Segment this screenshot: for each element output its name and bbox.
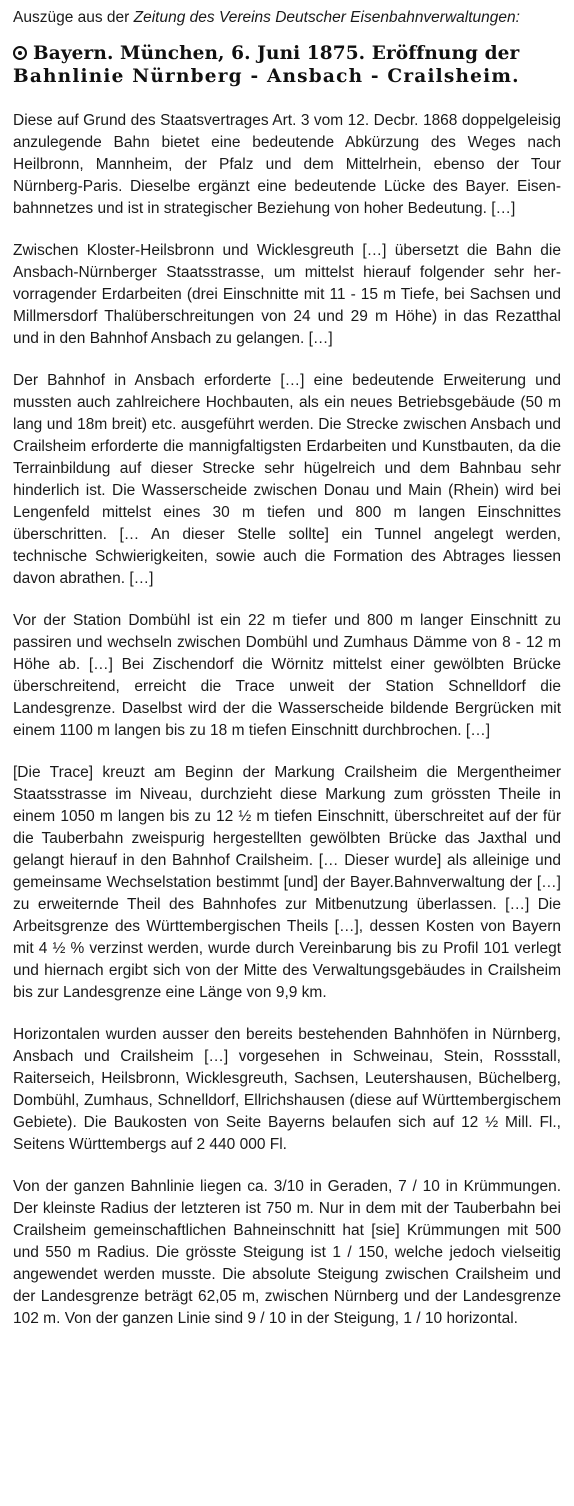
intro-prefix: Auszüge aus der [13,9,134,26]
paragraph-6: Horizontalen wurden ausser den bereits bestehenden Bahnhöfen in Nürnberg, Ansbach und Crailsheim […] vorgesehen in Schweinau, Stein, Rossstall, Raiterseich, Heilsbronn, Wicklesgreuth, Sachsen, Leutershausen, Büchelberg, Dombühl, Zumhaus, Schnelldorf, Ellrichshausen (diese auf Württembergischem Gebiete). Die Baukosten von Seite Bayerns belaufen sich auf 12 ½ Mill. Fl., Seitens Württembergs auf 2 440 000 Fl. [13,1026,561,1153]
intro-source: Zeitung des Vereins Deutscher Eisenbahnverwaltungen: [133,9,520,26]
paragraph-4: Vor der Station Dombühl ist ein 22 m tiefer und 800 m langer Einschnitt zu passiren und wechseln zwischen Dombühl und Zumhaus Dämme von 8 - 12 m Höhe ab. […] Bei Zischendorf die Wörnitz mittelst einer gewölbten Brücke überschreitend, erreicht die Trace unweit der Station Schnelldorf die Landesgrenze. Daselbst wird der die Wasserscheide bildende Bergrücken mit einem 1100 m langen bis zu 18 m tiefen Einschnitt durchbrochen. […] [13,612,561,739]
paragraph-5: [Die Trace] kreuzt am Beginn der Markung Crailsheim die Mergentheimer Staatsstrasse im Niveau, durchzieht diese Markung zum grössten Theile in einem 1050 m langen bis zu 12 ½ m tiefen Einschnitt, überschreitet auf der für die Tauberbahn zweispurig hergestellten gewölbten Brücke das Jaxthal und gelangt hierauf in den Bahnhof Crailsheim. [… Dieser wurde] als alleinige und gemeinsame Wechselstation bestimmt [und] der Bayer.Bahnverwaltung der […] zu erweiternde Theil des Bahnhofes zur Mitbenutzung überlassen. […] Die Arbeitsgrenze des Württembergischen Theils […], dessen Kosten von Bayern mit 4 ½ % verzinst werden, wurde durch Vereinbarung bis zu Profil 101 verlegt und hiernach ergibt sich von der Mitte des Verwaltungsgebäudes in Crailsheim bis zur Landesgrenze eine Länge von 9,9 km. [13,764,561,1001]
headline-line-1 [13,42,561,65]
intro-line [13,8,561,28]
paragraph-7: Von der ganzen Bahnlinie liegen ca. 3/10 in Geraden, 7 / 10 in Krümmungen. Der kleinste Radius der letzteren ist 750 m. Nur in dem mit der Tauberbahn bei Crailsheim gemeinschaftlichen Bahneinschnitt hat [sie] Krümmungen mit 500 und 550 m Radius. Die grösste Steigung ist 1 / 150, welche jedoch vielseitig angewendet werden musste. Die absolute Steigung zwischen Crailsheim und der Landesgrenze beträgt 62,05 m, zwischen Nürnberg und der Landesgrenze 102 m. Von der ganzen Linie sind 9 / 10 in der Steigung, 1 / 10 horizontal. [13,1178,561,1327]
headline-line-2: Bahnlinie Nürnberg - Ansbach - Crailsheim. [13,66,520,87]
paragraph-1: Diese auf Grund des Staatsvertrages Art. 3 vom 12. Decbr. 1868 doppelgeleisig anzulegende Bahn bietet eine bedeutende Abkürzung des Weges nach Heilbronn, Mannheim, der Pfalz und dem Mittelrhein, ebenso der Tour Nürnberg-Paris. Dieselbe ergänzt eine bedeutende Lücke des Bayer. Eisenbahnnetzes und ist in strategischer Beziehung von hoher Bedeutung. […] [13,112,561,217]
paragraph-3: Der Bahnhof in Ansbach erforderte […] eine bedeutende Erweiterung und mussten auch zahlreichere Hochbauten, als ein neues Betriebsgebäude (50 m lang und 18m breit) etc. ausgeführt werden. Die Strecke zwischen Ansbach und Crailsheim erforderte die mannigfaltigsten Erdarbeiten und Kunstbauten, da die Terrainbildung auf dieser Strecke sehr hügelreich und dem Bahnbau sehr hinderlich ist. Die Wasserscheide zwischen Donau und Main (Rhein) wird bei Lengenfeld mittelst eines 30 m tiefen und 800 m langen Einschnittes überschritten. [… An dieser Stelle sollte] ein Tunnel angelegt werden, technische Schwierigkeiten, sowie auch die Formation des Abtrages liessen davon abrathen. […] [13,372,561,587]
headline-line-1-text: Bayern. München, 6. Juni 1875. Eröffnung der [33,43,520,64]
circled-dot-icon [13,46,27,60]
headline [13,42,561,88]
paragraph-2: Zwischen Kloster-Heilsbronn und Wicklesgreuth […] übersetzt die Bahn die Ansbach-Nürnberger Staatsstrasse, um mittelst hierauf folgender sehr hervorragender Erdarbeiten (drei Einschnitte mit 11 - 15 m Tiefe, bei Sachsen und Millmersdorf Thalüberschreitungen von 24 und 29 m Höhe) in das Rezatthal und in den Bahnhof Ansbach zu gelangen. […] [13,242,561,347]
